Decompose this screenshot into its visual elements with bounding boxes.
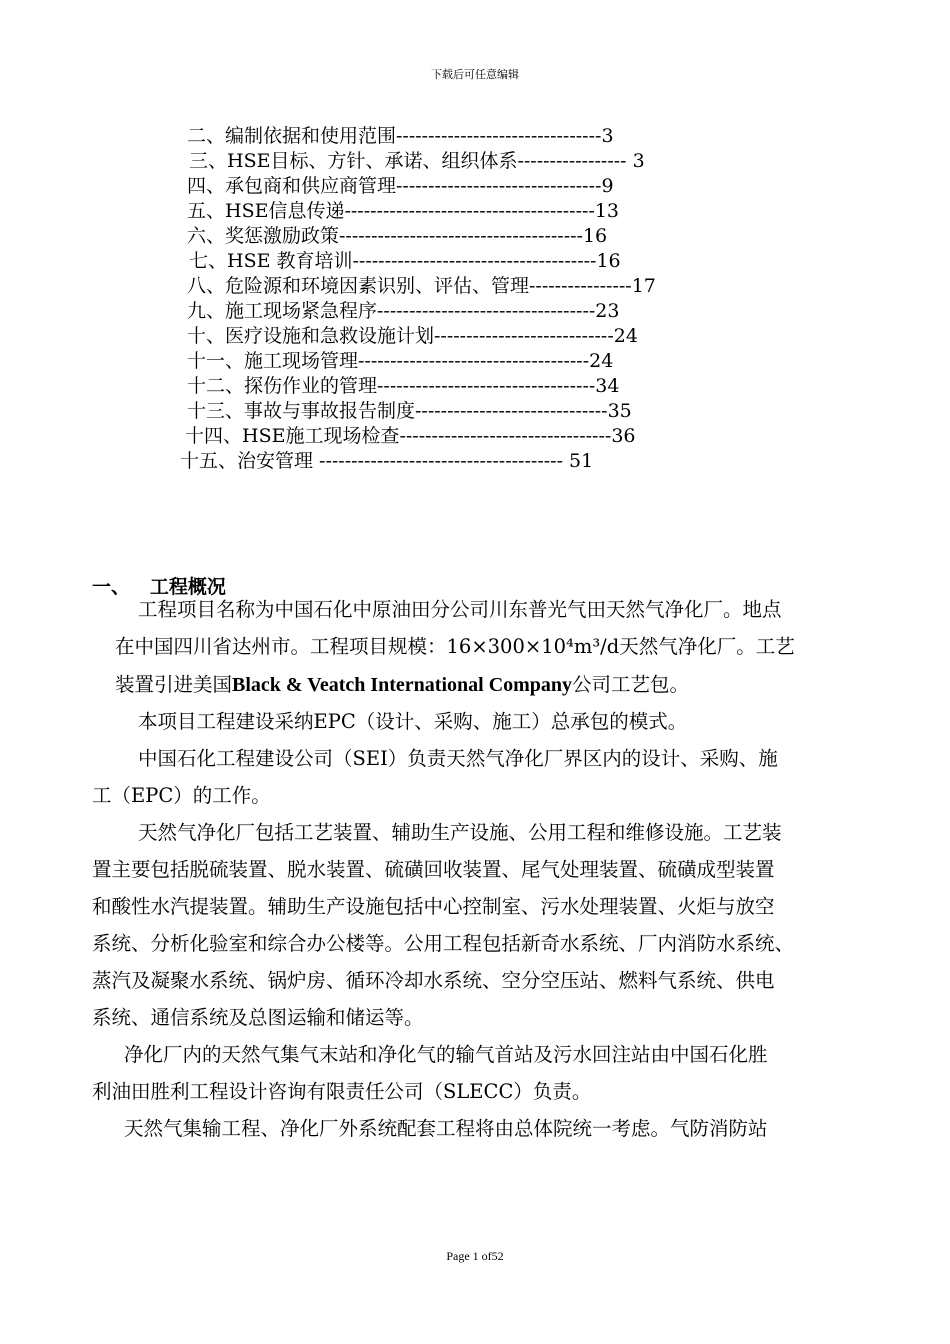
- body-text-line: 中国石化工程建设公司（SEI）负责天然气净化厂界区内的设计、采购、施: [138, 747, 778, 770]
- body-text-line: 在中国四川省达州市。工程项目规模：16×300×10⁴m³/d天然气净化厂。工艺: [115, 635, 795, 658]
- body-text-line: 系统、通信系统及总图运输和储运等。: [92, 1006, 424, 1029]
- toc-entry[interactable]: 十四、HSE施工现场检查---------------------------------36: [185, 425, 636, 447]
- toc-entry[interactable]: 十、医疗设施和急救设施计划----------------------------24: [187, 325, 638, 347]
- body-text-line: 工程项目名称为中国石化中原油田分公司川东普光气田天然气净化厂。地点: [138, 598, 782, 621]
- toc-entry[interactable]: 十二、探伤作业的管理----------------------------------34: [187, 375, 620, 397]
- toc-entry[interactable]: 四、承包商和供应商管理--------------------------------9: [187, 175, 614, 197]
- toc-entry[interactable]: 六、奖惩激励政策--------------------------------------16: [187, 225, 608, 247]
- body-text-line: 利油田胜利工程设计咨询有限责任公司（SLECC）负责。: [92, 1080, 592, 1103]
- body-text-line: 系统、分析化验室和综合办公楼等。公用工程包括新奇水系统、厂内消防水系统、: [92, 932, 795, 955]
- toc-entry[interactable]: 三、HSE目标、方针、承诺、组织体系----------------- 3: [189, 150, 645, 172]
- toc-entry[interactable]: 八、危险源和环境因素识别、评估、管理----------------17: [187, 275, 656, 297]
- body-text-line: 和酸性水汽提装置。辅助生产设施包括中心控制室、污水处理装置、火炬与放空: [92, 895, 775, 918]
- toc-entry[interactable]: 十一、施工现场管理------------------------------------24: [187, 350, 614, 372]
- body-text-line: 天然气净化厂包括工艺装置、辅助生产设施、公用工程和维修设施。工艺装: [138, 821, 782, 844]
- body-text-segment: 装置引进美国: [115, 673, 233, 696]
- page-header: 下载后可任意编辑: [431, 68, 519, 81]
- body-text-line: 天然气集输工程、净化厂外系统配套工程将由总体院统一考虑。气防消防站: [124, 1117, 768, 1140]
- body-text-segment: 公司工艺包。: [572, 673, 690, 696]
- toc-entry[interactable]: 七、HSE 教育培训--------------------------------------16: [189, 250, 621, 272]
- body-text-line: [115, 672, 689, 698]
- page-footer: Page 1 of52: [446, 1249, 504, 1263]
- body-text-line: 净化厂内的天然气集气末站和净化气的输气首站及污水回注站由中国石化胜: [124, 1043, 768, 1066]
- body-text-line: 工（EPC）的工作。: [92, 784, 271, 807]
- section-title: 一、 工程概况: [92, 576, 226, 598]
- company-name: Black & Veatch International Company: [232, 674, 573, 696]
- toc-entry[interactable]: 十五、治安管理 -------------------------------------- 51: [180, 450, 594, 472]
- toc-entry[interactable]: 五、HSE信息传递---------------------------------------13: [187, 200, 620, 222]
- body-text-line: 蒸汽及凝聚水系统、锅炉房、循环冷却水系统、空分空压站、燃料气系统、供电: [92, 969, 775, 992]
- toc-entry[interactable]: 九、施工现场紧急程序----------------------------------23: [187, 300, 620, 322]
- toc-entry[interactable]: 二、编制依据和使用范围--------------------------------3: [187, 125, 614, 147]
- body-text-line: 本项目工程建设采纳EPC（设计、采购、施工）总承包的模式。: [138, 710, 688, 733]
- body-text-line: 置主要包括脱硫装置、脱水装置、硫磺回收装置、尾气处理装置、硫磺成型装置: [92, 858, 775, 881]
- toc-entry[interactable]: 十三、事故与事故报告制度------------------------------35: [187, 400, 632, 422]
